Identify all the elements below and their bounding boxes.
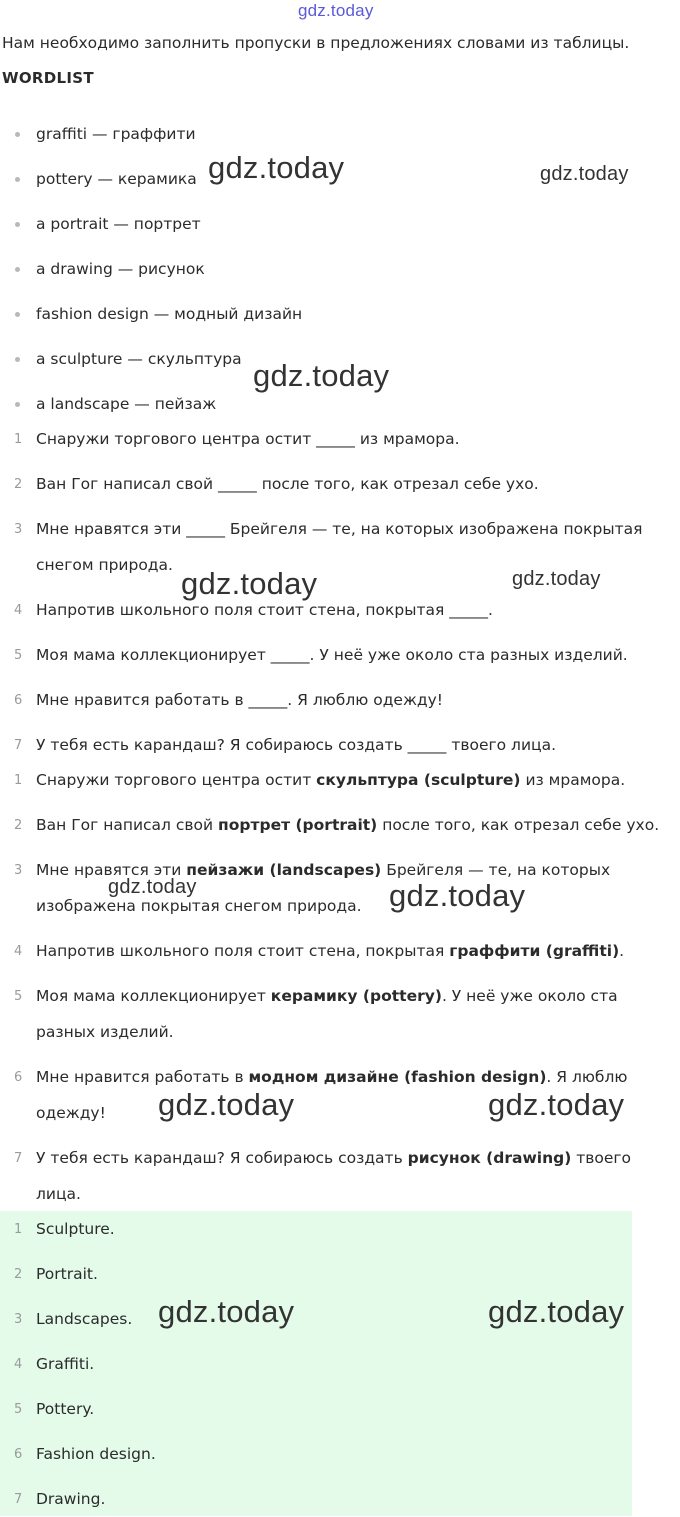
answer-word: портрет (portrait) <box>218 816 378 834</box>
answer-number: 3 <box>14 1312 23 1327</box>
task-number: 7 <box>14 738 23 753</box>
sentence-start: Напротив школьного поля стоит стена, покрытая <box>36 942 450 960</box>
filled-number: 6 <box>14 1070 23 1085</box>
intro-text: Нам необходимо заполнить пропуски в предложениях словами из таблицы. <box>2 34 630 52</box>
task-text: Мне нравится работать в _____. Я люблю одежду! <box>36 691 444 709</box>
task-text: У тебя есть карандаш? Я собираюсь создать _____ твоего лица. <box>36 736 557 754</box>
bullet-icon <box>15 267 20 272</box>
task-text: Ван Гог написал свой _____ после того, как отрезал себе ухо. <box>36 475 539 493</box>
filled-text <box>36 762 666 798</box>
filled-number: 5 <box>14 989 23 1004</box>
filled-text <box>36 933 666 969</box>
watermark: gdz.today <box>208 150 345 185</box>
watermark: gdz.today <box>253 358 390 393</box>
watermark: gdz.today <box>488 1087 625 1122</box>
answer-text: Pottery. <box>36 1400 95 1418</box>
wordlist-item-text: a landscape — пейзаж <box>36 395 217 413</box>
answer-word: граффити (graffiti) <box>449 942 620 960</box>
wordlist-item-text: a drawing — рисунок <box>36 260 205 278</box>
answer-number: 7 <box>14 1492 23 1507</box>
answer-number: 2 <box>14 1267 23 1282</box>
wordlist-item-text: fashion design — модный дизайн <box>36 305 303 323</box>
filled-text <box>36 1140 666 1212</box>
answer-word: рисунок (drawing) <box>407 1149 572 1167</box>
bullet-icon <box>15 402 20 407</box>
bullet-icon <box>15 312 20 317</box>
sentence-end: . У неё уже около ста разных изделий. <box>36 987 618 1041</box>
task-number: 6 <box>14 693 23 708</box>
watermark: gdz.today <box>108 876 197 898</box>
sentence-start: Моя мама коллекционирует <box>36 987 271 1005</box>
sentence-start: Снаружи торгового центра остит <box>36 771 317 789</box>
answer-text: Portrait. <box>36 1265 98 1283</box>
watermark: gdz.today <box>540 163 629 185</box>
answer-number: 5 <box>14 1402 23 1417</box>
task-text: Мне нравятся эти _____ Брейгеля — те, на которых изображена покрытая снегом природа. <box>36 520 643 574</box>
filled-number: 1 <box>14 773 23 788</box>
answer-word: скульптура (sculpture) <box>316 771 521 789</box>
answer-text: Graffiti. <box>36 1355 95 1373</box>
sentence-start: Мне нравится работать в <box>36 1068 249 1086</box>
sentence-start: Мне нравятся эти <box>36 861 187 879</box>
sentence-end: Брейгеля — те, на которых изображена покрытая снегом природа. <box>36 861 611 915</box>
answer-text: Landscapes. <box>36 1310 133 1328</box>
answer-word: модном дизайне (fashion design) <box>248 1068 547 1086</box>
watermark: gdz.today <box>389 878 526 913</box>
watermark: gdz.today <box>158 1087 295 1122</box>
sentence-end: после того, как отрезал себе ухо. <box>377 816 660 834</box>
filled-number: 3 <box>14 863 23 878</box>
filled-text <box>36 978 666 1050</box>
task-text: Снаружи торгового центра остит _____ из мрамора. <box>36 430 460 448</box>
filled-number: 4 <box>14 944 23 959</box>
task-number: 2 <box>14 477 23 492</box>
wordlist-item-text: a sculpture — скульптура <box>36 350 242 368</box>
task-text: Моя мама коллекционирует _____. У неё уже около ста разных изделий. <box>36 646 628 664</box>
bullet-icon <box>15 132 20 137</box>
wordlist-item-text: graffiti — граффити <box>36 125 196 143</box>
answer-word: пейзажи (landscapes) <box>186 861 382 879</box>
sentence-end: . Я люблю одежду! <box>36 1068 628 1122</box>
answer-number: 6 <box>14 1447 23 1462</box>
watermark: gdz.today <box>512 568 601 590</box>
answer-number: 1 <box>14 1222 23 1237</box>
answer-text: Sculpture. <box>36 1220 115 1238</box>
sentence-end: . <box>619 942 625 960</box>
filled-text <box>36 807 666 843</box>
bullet-icon <box>15 177 20 182</box>
task-number: 3 <box>14 522 23 537</box>
wordlist-item-text: a portrait — портрет <box>36 215 201 233</box>
watermark: gdz.today <box>488 1294 625 1329</box>
filled-number: 2 <box>14 818 23 833</box>
sentence-end: твоего лица. <box>36 1149 632 1203</box>
task-number: 5 <box>14 648 23 663</box>
sentence-end: из мрамора. <box>520 771 626 789</box>
answer-text: Drawing. <box>36 1490 106 1508</box>
answer-text: Fashion design. <box>36 1445 156 1463</box>
sentence-start: Ван Гог написал свой <box>36 816 219 834</box>
sentence-start: У тебя есть карандаш? Я собираюсь создать <box>36 1149 408 1167</box>
bullet-icon <box>15 222 20 227</box>
answer-number: 4 <box>14 1357 23 1372</box>
bullet-icon <box>15 357 20 362</box>
answer-word: керамику (pottery) <box>270 987 442 1005</box>
task-text: Напротив школьного поля стоит стена, покрытая _____. <box>36 601 493 619</box>
watermark: gdz.today <box>181 566 318 601</box>
wordlist-title: WORDLIST <box>2 69 94 87</box>
filled-number: 7 <box>14 1151 23 1166</box>
watermark-top: gdz.today <box>298 1 374 20</box>
task-number: 1 <box>14 432 23 447</box>
wordlist-item-text: pottery — керамика <box>36 170 197 188</box>
watermark: gdz.today <box>158 1294 295 1329</box>
task-number: 4 <box>14 603 23 618</box>
